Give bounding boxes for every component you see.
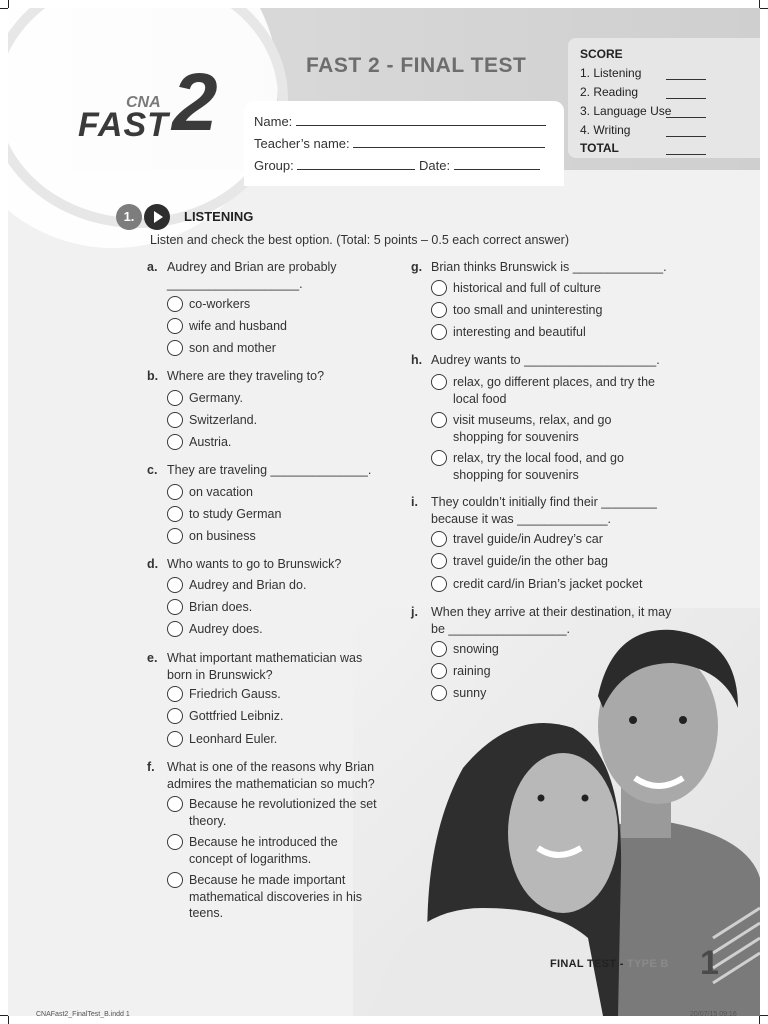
- radio-button[interactable]: [167, 528, 183, 544]
- radio-button[interactable]: [167, 872, 183, 888]
- radio-button[interactable]: [167, 340, 183, 356]
- section-instructions: Listen and check the best option. (Total: 5 points – 0.5 each correct answer): [150, 233, 569, 247]
- radio-button[interactable]: [431, 302, 447, 318]
- radio-button[interactable]: [167, 434, 183, 450]
- radio-button[interactable]: [431, 576, 447, 592]
- radio-button[interactable]: [431, 450, 447, 466]
- radio-button[interactable]: [431, 663, 447, 679]
- score-row-reading: 2. Reading: [580, 85, 712, 99]
- test-title: FAST 2 - FINAL TEST: [306, 54, 527, 77]
- score-blank[interactable]: [666, 67, 706, 80]
- radio-button[interactable]: [167, 834, 183, 850]
- teacher-blank[interactable]: [353, 135, 545, 148]
- date-blank[interactable]: [454, 157, 540, 170]
- radio-button[interactable]: [167, 621, 183, 637]
- group-blank[interactable]: [297, 157, 415, 170]
- radio-button[interactable]: [431, 412, 447, 428]
- score-title: SCORE: [580, 47, 623, 61]
- student-info-box: [244, 101, 564, 186]
- radio-button[interactable]: [167, 390, 183, 406]
- radio-button[interactable]: [167, 731, 183, 747]
- radio-button[interactable]: [167, 296, 183, 312]
- radio-button[interactable]: [431, 685, 447, 701]
- score-row-listening: 1. Listening: [580, 66, 712, 80]
- name-field: Name:: [254, 113, 546, 129]
- footer-label: FINAL TEST - TYPE B: [550, 958, 669, 970]
- file-slug: CNAFast2_FinalTest_B.indd 1: [36, 1011, 130, 1018]
- date-slug: 20/07/15 09:16: [690, 1011, 737, 1018]
- score-row-language-use: 3. Language Use: [580, 104, 712, 118]
- radio-button[interactable]: [167, 484, 183, 500]
- teacher-field: Teacher’s name:: [254, 135, 545, 151]
- radio-button[interactable]: [167, 318, 183, 334]
- score-blank[interactable]: [666, 142, 706, 155]
- radio-button[interactable]: [431, 374, 447, 390]
- section-number-badge: 1.: [116, 204, 142, 230]
- radio-button[interactable]: [431, 553, 447, 569]
- score-row-writing: 4. Writing: [580, 123, 712, 137]
- radio-button[interactable]: [431, 531, 447, 547]
- radio-button[interactable]: [431, 324, 447, 340]
- section-title: LISTENING: [184, 209, 254, 224]
- group-date-field: Group: Date:: [254, 157, 540, 173]
- score-blank[interactable]: [666, 105, 706, 118]
- score-blank[interactable]: [666, 124, 706, 137]
- radio-button[interactable]: [167, 599, 183, 615]
- radio-button[interactable]: [167, 412, 183, 428]
- test-page: CNA FAST 2 FAST 2 - FINAL TEST SCORE 1. Listening 2. Reading 3. Language Use 4. Writing TOTAL Name: Teacher’s name: Group: Date: 1. LISTENING Listen and check the best option. (Total: 5 points – 0.5 each correct answer) a. Audrey and Brian are probably ___________________. co-workers wife and husband son and mother b. Where are they traveling to? Germany. Switzerland. Austria. c. They are traveling ______________. on vacation to study German on business d. Who wants to go to Brunswick? Audrey and Brian do. Brian does. Audrey does. e. What important mathematician was born in Brunswick? Friedrich Gauss. Gottfried Leibniz. Leonhard Euler. f. What is one of the reasons why Brian admires the mathematician so much? Because he revolutionized the set theory. Because he introduced the concept of logarithms. Because he made important mathematical discoveries in his teens. g. Brian thinks Brunswick is _____________. historical and full of culture too small and uninteresting interesting and beautiful h. Audrey wants to ___________________. relax, go different places, and try the local food visit museums, relax, and go shopping for souvenirs relax, try the local food, and go shopping for souvenirs i. They couldn’t initially find their ________ because it was _____________. travel guide/in Audrey’s car travel guide/in the other bag credit card/in Brian’s jacket pocket j. When they arrive at their destination, it may be _________________. snowing raining sunny FINAL TEST - TYPE B 1: [8, 8, 760, 1016]
- page-number: 1: [700, 944, 719, 982]
- play-audio-icon[interactable]: [144, 204, 170, 230]
- radio-button[interactable]: [167, 506, 183, 522]
- cna-fast-2-logo: CNA FAST 2: [78, 57, 218, 148]
- radio-button[interactable]: [167, 708, 183, 724]
- radio-button[interactable]: [167, 577, 183, 593]
- radio-button[interactable]: [167, 686, 183, 702]
- score-box: [568, 38, 760, 158]
- radio-button[interactable]: [431, 641, 447, 657]
- score-row-total: TOTAL: [580, 141, 712, 155]
- name-blank[interactable]: [296, 113, 546, 126]
- radio-button[interactable]: [167, 796, 183, 812]
- radio-button[interactable]: [431, 280, 447, 296]
- score-blank[interactable]: [666, 86, 706, 99]
